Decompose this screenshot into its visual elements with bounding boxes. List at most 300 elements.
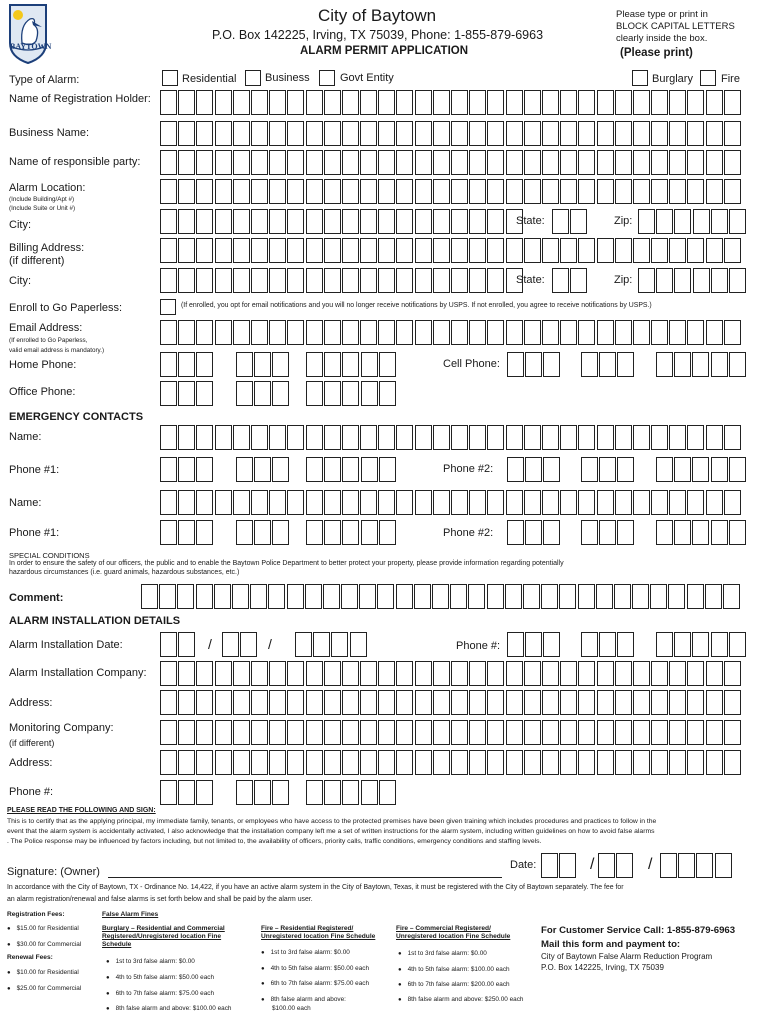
state-boxes[interactable] [552,209,588,234]
install-phone-prefix[interactable] [581,632,636,657]
char-box[interactable] [324,690,341,715]
char-box[interactable] [507,352,524,377]
char-box[interactable] [160,90,177,115]
cell-phone-prefix[interactable] [581,352,636,377]
char-box[interactable] [178,720,195,745]
char-box[interactable] [692,352,709,377]
char-box[interactable] [524,90,541,115]
char-box[interactable] [360,90,377,115]
char-box[interactable] [507,457,524,482]
char-box[interactable] [578,179,595,204]
char-box[interactable] [215,90,232,115]
char-box[interactable] [215,150,232,175]
char-box[interactable] [324,381,341,406]
char-box[interactable] [615,121,632,146]
char-box[interactable] [706,690,723,715]
char-box[interactable] [233,268,250,293]
char-box[interactable] [160,150,177,175]
char-box[interactable] [525,352,542,377]
char-box[interactable] [506,490,523,515]
char-box[interactable] [251,425,268,450]
char-box[interactable] [360,690,377,715]
char-box[interactable] [469,238,486,263]
char-box[interactable] [415,661,432,686]
char-box[interactable] [651,121,668,146]
residential-checkbox[interactable] [162,70,178,86]
char-box[interactable] [560,490,577,515]
char-box[interactable] [196,425,213,450]
char-box[interactable] [542,121,559,146]
install-address-boxes[interactable] [160,690,742,715]
char-box[interactable] [451,150,468,175]
char-box[interactable] [160,320,177,345]
char-box[interactable] [232,584,249,609]
char-box[interactable] [633,121,650,146]
char-box[interactable] [542,750,559,775]
signature-date-day[interactable] [598,853,634,878]
char-box[interactable] [160,381,177,406]
char-box[interactable] [469,268,486,293]
char-box[interactable] [525,520,542,545]
char-box[interactable] [451,90,468,115]
char-box[interactable] [469,750,486,775]
char-box[interactable] [692,632,709,657]
char-box[interactable] [415,690,432,715]
char-box[interactable] [656,457,673,482]
char-box[interactable] [350,632,367,657]
char-box[interactable] [360,179,377,204]
char-box[interactable] [706,720,723,745]
char-box[interactable] [581,632,598,657]
char-box[interactable] [599,457,616,482]
char-box[interactable] [729,352,746,377]
char-box[interactable] [711,209,728,234]
char-box[interactable] [487,238,504,263]
char-box[interactable] [651,690,668,715]
char-box[interactable] [178,179,195,204]
char-box[interactable] [433,750,450,775]
char-box[interactable] [433,150,450,175]
char-box[interactable] [596,584,613,609]
char-box[interactable] [706,121,723,146]
char-box[interactable] [729,632,746,657]
char-box[interactable] [378,690,395,715]
char-box[interactable] [542,490,559,515]
install-date-day[interactable] [222,632,258,657]
char-box[interactable] [360,661,377,686]
char-box[interactable] [396,121,413,146]
char-box[interactable] [578,425,595,450]
char-box[interactable] [378,121,395,146]
char-box[interactable] [178,268,195,293]
char-box[interactable] [597,238,614,263]
char-box[interactable] [617,520,634,545]
alarm-location-boxes[interactable] [160,179,742,204]
char-box[interactable] [196,209,213,234]
char-box[interactable] [342,121,359,146]
char-box[interactable] [269,690,286,715]
char-box[interactable] [468,584,485,609]
char-box[interactable] [711,457,728,482]
char-box[interactable] [215,238,232,263]
char-box[interactable] [396,90,413,115]
char-box[interactable] [692,457,709,482]
char-box[interactable] [706,320,723,345]
char-box[interactable] [324,750,341,775]
business-checkbox[interactable] [245,70,261,86]
install-phone-area[interactable] [507,632,562,657]
char-box[interactable] [251,320,268,345]
char-box[interactable] [578,490,595,515]
char-box[interactable] [178,238,195,263]
char-box[interactable] [711,268,728,293]
char-box[interactable] [251,720,268,745]
char-box[interactable] [236,381,253,406]
char-box[interactable] [524,490,541,515]
emergency-name-1-boxes[interactable] [160,425,742,450]
char-box[interactable] [650,584,667,609]
char-box[interactable] [178,520,195,545]
char-box[interactable] [251,121,268,146]
char-box[interactable] [487,209,504,234]
char-box[interactable] [233,238,250,263]
char-box[interactable] [306,661,323,686]
char-box[interactable] [313,632,330,657]
install-phone-line[interactable] [656,632,747,657]
char-box[interactable] [692,520,709,545]
char-box[interactable] [306,690,323,715]
char-box[interactable] [487,661,504,686]
char-box[interactable] [614,584,631,609]
char-box[interactable] [269,121,286,146]
emergency-name-2-boxes[interactable] [160,490,742,515]
char-box[interactable] [506,750,523,775]
char-box[interactable] [433,425,450,450]
char-box[interactable] [342,780,359,805]
char-box[interactable] [433,238,450,263]
char-box[interactable] [287,150,304,175]
char-box[interactable] [196,268,213,293]
char-box[interactable] [160,720,177,745]
char-box[interactable] [360,150,377,175]
char-box[interactable] [469,720,486,745]
char-box[interactable] [342,320,359,345]
char-box[interactable] [360,121,377,146]
char-box[interactable] [506,238,523,263]
char-box[interactable] [487,490,504,515]
char-box[interactable] [269,720,286,745]
char-box[interactable] [599,632,616,657]
billing-zip-boxes[interactable] [638,268,747,293]
city-boxes[interactable] [160,209,524,234]
paperless-checkbox[interactable] [160,299,176,315]
char-box[interactable] [633,490,650,515]
char-box[interactable] [669,720,686,745]
char-box[interactable] [581,457,598,482]
char-box[interactable] [506,661,523,686]
char-box[interactable] [560,690,577,715]
char-box[interactable] [598,853,615,878]
char-box[interactable] [251,150,268,175]
char-box[interactable] [306,457,323,482]
char-box[interactable] [524,425,541,450]
char-box[interactable] [160,780,177,805]
char-box[interactable] [415,320,432,345]
char-box[interactable] [615,90,632,115]
char-box[interactable] [660,853,677,878]
char-box[interactable] [451,490,468,515]
char-box[interactable] [324,179,341,204]
char-box[interactable] [487,121,504,146]
char-box[interactable] [272,352,289,377]
emergency-2-phone1-prefix[interactable] [236,520,291,545]
char-box[interactable] [233,209,250,234]
char-box[interactable] [287,584,304,609]
char-box[interactable] [674,457,691,482]
char-box[interactable] [342,425,359,450]
char-box[interactable] [451,268,468,293]
signature-line[interactable] [108,877,502,878]
char-box[interactable] [251,690,268,715]
char-box[interactable] [269,661,286,686]
char-box[interactable] [523,584,540,609]
char-box[interactable] [615,320,632,345]
char-box[interactable] [342,661,359,686]
char-box[interactable] [560,661,577,686]
emergency-1-phone1-area[interactable] [160,457,215,482]
char-box[interactable] [331,632,348,657]
char-box[interactable] [674,632,691,657]
char-box[interactable] [306,425,323,450]
char-box[interactable] [729,268,746,293]
char-box[interactable] [543,352,560,377]
char-box[interactable] [378,320,395,345]
char-box[interactable] [324,490,341,515]
char-box[interactable] [269,179,286,204]
char-box[interactable] [160,661,177,686]
char-box[interactable] [342,209,359,234]
char-box[interactable] [196,584,213,609]
char-box[interactable] [250,584,267,609]
char-box[interactable] [379,381,396,406]
char-box[interactable] [269,90,286,115]
char-box[interactable] [451,121,468,146]
char-box[interactable] [360,425,377,450]
char-box[interactable] [240,632,257,657]
char-box[interactable] [272,457,289,482]
char-box[interactable] [706,150,723,175]
char-box[interactable] [597,90,614,115]
char-box[interactable] [578,690,595,715]
char-box[interactable] [396,661,413,686]
char-box[interactable] [542,720,559,745]
char-box[interactable] [633,320,650,345]
char-box[interactable] [233,90,250,115]
char-box[interactable] [324,121,341,146]
char-box[interactable] [396,750,413,775]
char-box[interactable] [469,490,486,515]
char-box[interactable] [506,690,523,715]
char-box[interactable] [269,750,286,775]
char-box[interactable] [723,584,740,609]
char-box[interactable] [342,238,359,263]
char-box[interactable] [178,661,195,686]
char-box[interactable] [378,150,395,175]
char-box[interactable] [215,320,232,345]
registration-holder-boxes[interactable] [160,90,742,115]
char-box[interactable] [359,584,376,609]
char-box[interactable] [578,121,595,146]
char-box[interactable] [306,268,323,293]
char-box[interactable] [487,320,504,345]
char-box[interactable] [396,320,413,345]
char-box[interactable] [414,584,431,609]
char-box[interactable] [251,490,268,515]
char-box[interactable] [269,425,286,450]
char-box[interactable] [342,690,359,715]
char-box[interactable] [178,457,195,482]
email-boxes[interactable] [160,320,742,345]
char-box[interactable] [215,268,232,293]
char-box[interactable] [542,661,559,686]
char-box[interactable] [506,425,523,450]
fire-checkbox[interactable] [700,70,716,86]
char-box[interactable] [693,268,710,293]
char-box[interactable] [506,179,523,204]
emergency-2-phone1-area[interactable] [160,520,215,545]
char-box[interactable] [560,179,577,204]
char-box[interactable] [251,661,268,686]
char-box[interactable] [396,238,413,263]
char-box[interactable] [341,584,358,609]
char-box[interactable] [160,179,177,204]
char-box[interactable] [287,750,304,775]
char-box[interactable] [687,750,704,775]
char-box[interactable] [469,150,486,175]
char-box[interactable] [254,520,271,545]
char-box[interactable] [668,584,685,609]
char-box[interactable] [687,425,704,450]
char-box[interactable] [415,238,432,263]
char-box[interactable] [542,179,559,204]
char-box[interactable] [687,121,704,146]
char-box[interactable] [433,690,450,715]
home-phone-area[interactable] [160,352,215,377]
char-box[interactable] [487,268,504,293]
char-box[interactable] [360,209,377,234]
char-box[interactable] [324,238,341,263]
char-box[interactable] [669,179,686,204]
char-box[interactable] [415,150,432,175]
char-box[interactable] [306,381,323,406]
char-box[interactable] [506,720,523,745]
char-box[interactable] [451,661,468,686]
char-box[interactable] [724,150,741,175]
char-box[interactable] [233,320,250,345]
char-box[interactable] [651,490,668,515]
char-box[interactable] [506,90,523,115]
char-box[interactable] [542,690,559,715]
char-box[interactable] [541,584,558,609]
char-box[interactable] [378,490,395,515]
char-box[interactable] [196,320,213,345]
char-box[interactable] [451,179,468,204]
char-box[interactable] [324,352,341,377]
char-box[interactable] [196,750,213,775]
char-box[interactable] [696,853,713,878]
char-box[interactable] [287,320,304,345]
emergency-2-phone2-area[interactable] [507,520,562,545]
char-box[interactable] [287,238,304,263]
char-box[interactable] [687,150,704,175]
char-box[interactable] [451,320,468,345]
char-box[interactable] [178,690,195,715]
char-box[interactable] [254,457,271,482]
char-box[interactable] [160,520,177,545]
char-box[interactable] [724,425,741,450]
char-box[interactable] [215,121,232,146]
char-box[interactable] [469,209,486,234]
monitoring-phone-line[interactable] [306,780,397,805]
char-box[interactable] [724,661,741,686]
char-box[interactable] [196,520,213,545]
office-phone-area[interactable] [160,381,215,406]
char-box[interactable] [324,457,341,482]
char-box[interactable] [433,121,450,146]
char-box[interactable] [254,381,271,406]
char-box[interactable] [269,490,286,515]
char-box[interactable] [433,209,450,234]
char-box[interactable] [342,490,359,515]
char-box[interactable] [360,238,377,263]
char-box[interactable] [542,90,559,115]
char-box[interactable] [160,457,177,482]
char-box[interactable] [432,584,449,609]
char-box[interactable] [215,425,232,450]
char-box[interactable] [507,520,524,545]
char-box[interactable] [674,520,691,545]
char-box[interactable] [669,150,686,175]
char-box[interactable] [177,584,194,609]
char-box[interactable] [433,320,450,345]
char-box[interactable] [215,179,232,204]
monitoring-phone-prefix[interactable] [236,780,291,805]
char-box[interactable] [236,457,253,482]
char-box[interactable] [324,661,341,686]
char-box[interactable] [396,720,413,745]
char-box[interactable] [378,425,395,450]
char-box[interactable] [342,352,359,377]
char-box[interactable] [196,238,213,263]
char-box[interactable] [597,750,614,775]
char-box[interactable] [287,661,304,686]
char-box[interactable] [433,90,450,115]
char-box[interactable] [524,179,541,204]
char-box[interactable] [578,750,595,775]
char-box[interactable] [306,750,323,775]
char-box[interactable] [415,490,432,515]
char-box[interactable] [415,209,432,234]
char-box[interactable] [687,320,704,345]
char-box[interactable] [524,320,541,345]
char-box[interactable] [433,661,450,686]
char-box[interactable] [669,690,686,715]
char-box[interactable] [633,90,650,115]
char-box[interactable] [287,720,304,745]
char-box[interactable] [415,720,432,745]
char-box[interactable] [360,490,377,515]
char-box[interactable] [160,121,177,146]
